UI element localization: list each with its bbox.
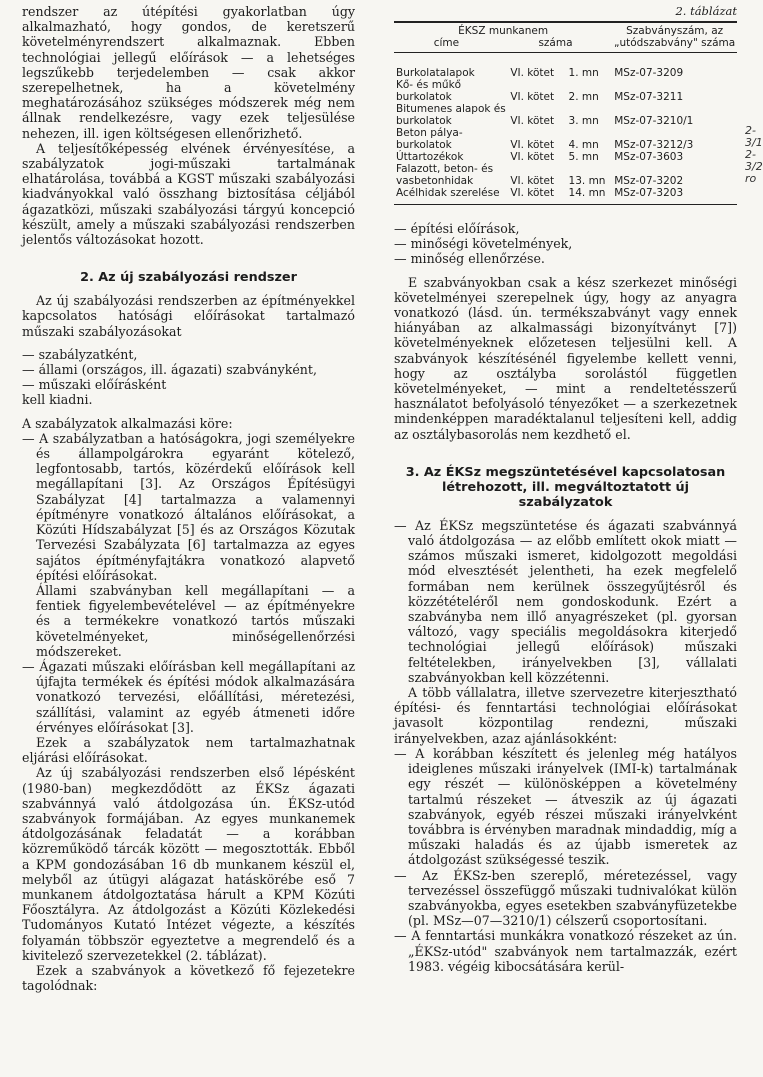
dash-item-design-standards: — Az ÉKSz-ben szereplő, méretezéssel, vagy tervezéssel összefüggő műszaki tudnivalókat külön szabványokba, egyes esetekben szabványfüzetekbe (pl. MSz—07—3210/1) célszerű csoportosítani. bbox=[394, 867, 737, 929]
paragraph-chapters: Ezek a szabványok a következő fő fejezetekre tagolódnak: bbox=[22, 962, 355, 994]
list-item: — szabályzatként, bbox=[22, 346, 138, 362]
paragraph-quality-requirements: E szabványokban csak a kész szerkezet minőségi követelményei szerepelnek úgy, hogy az anyagra vonatkozó (lásd. ún. termékszabványt vagy ennek hiányában az alkalmassági bizonyítványt [7]) követelményeknek előzetesen teljesülni kell. A szabványok készítésénél figyelembe kellett venni, hogy az osztályba sorolástól független követelményeket, — mint a rendeltetésszerű használatot befolyásoló tényezőket — a szerkezetnek mindenképpen maradéktalanul teljesíteni kell, addig az osztálybasorolás nem kezdhető el. bbox=[394, 274, 737, 442]
table-header-standard: Szabványszám, az „utódszabvány" száma bbox=[612, 22, 737, 53]
chapter-list bbox=[394, 221, 737, 267]
list-item: — állami (országos, ill. ágazati) szabványként, bbox=[22, 362, 317, 378]
table-row: Beton pálya-burkolatok VI. kötet 4. mn MSz-07-3212/3 bbox=[396, 127, 694, 151]
standards-table bbox=[394, 21, 737, 205]
table-row: Burkolatalapok VI. kötet 1. mn MSz-07-3209 bbox=[396, 67, 684, 79]
paragraph-state-standard: Állami szabványban kell megállapítani — a fentiek figyelembevételével — az építményekre és a termékekre vonatkozó tartós műszaki követelményeket, minőségellenőrzési módszereket. bbox=[36, 582, 355, 659]
list-item: — építési előírások, bbox=[394, 221, 520, 236]
dash-item-ekssz-abolition: — Az ÉKSz megszüntetése és ágazati szabvánnyá való átdolgozása — az előbb említett okok miatt — számos műszaki ismeret, kidolgozott megoldási mód elvesztését jelentheti, ha ezek megfelelő formában nem kerülnek összegyűjtésről és közzétételéről nem gondoskodunk. Ezért a szabványba nem illő anyagrészeket (pl. gyorsan változó, vagy speciális megoldásokra kiterjedő technológiai jellegű előírások) műszaki feltételekben, irányelvekben [3], vállalati szabványokban kell közzétenni. bbox=[394, 517, 737, 685]
header-number: száma bbox=[538, 37, 573, 49]
table-row: Kő- és műkő burkolatok VI. kötet 2. mn MSz-07-3211 bbox=[396, 79, 684, 103]
list-item: — műszaki előírásként bbox=[22, 377, 167, 393]
table-row: Úttartozékok VI. kötet 5. mn MSz-07-3603 bbox=[396, 151, 684, 163]
table-caption: 2. táblázat bbox=[675, 4, 737, 18]
dash-item-maintenance: — A fenntartási munkákra vonatkozó részeket az ún. „ÉKSz-utód" szabványok nem tartalmazzák, ezért 1983. végéig kibocsátására kerül- bbox=[394, 928, 737, 974]
header-title: címe bbox=[433, 37, 460, 49]
paragraph-central-regulation: A több vállalatra, illetve szervezetre kiterjesztható építési- és fenntartási technológiai előírásokat javasolt központilag rendezni, műszaki irányelvekben, azaz ajánlásokként: bbox=[394, 685, 737, 746]
paragraph-no-procedures: Ezek a szabályzatok nem tartalmazhatnak eljárási előírásokat. bbox=[22, 734, 355, 766]
paragraph-first-step: Az új szabályozási rendszerben első lépésként (1980-ban) megkezdődött az ÉKSz ágazati szabvánnyá való átdolgozása ún. ÉKSz-utód szabványok formájában. Az egyes munkanemek átdolgozásának feladatát — a korábban közreműködő tárcák között — megosztották. Ebből a KPM gondozásában 16 db munkanem készül el, melyből az útügyi alágazat hatáskörébe eső 7 munkanem átdolgoztatása hárult a KPM Közúti Főosztályra. Az átdolgozást a Közúti Közlekedési Tudományos Kutató Intézet végezte, a készítés folyamán többször egyeztetve a megrendelő és a kivitelező szervezetekkel (2. táblázat). bbox=[22, 765, 355, 963]
section-heading-2: 2. Az új szabályozási rendszer bbox=[80, 270, 297, 286]
paragraph-issue: kell kiadni. bbox=[22, 392, 93, 408]
left-column bbox=[22, 4, 355, 993]
table-row: Bitumenes alapok és burkolatok VI. kötet 3. mn MSz-07-3210/1 bbox=[396, 103, 694, 127]
dash-item-sector-rules: — Ágazati műszaki előírásban kell megállapítani az újfajta termékek és építési módok alkalmazására vonatkozó tervezési, előállítási, méretezési, szállítási, valamint az egyéb átmeneti időre érvényes előírásokat [3]. bbox=[22, 658, 355, 735]
paragraph-scope: A szabályzatok alkalmazási köre: bbox=[22, 415, 233, 431]
regulation-types-list bbox=[22, 347, 355, 393]
table-row: Falazott, beton- és vasbetonhidak VI. kötet 13. mn MSz-07-3202 bbox=[396, 163, 684, 187]
right-column bbox=[394, 4, 737, 974]
list-item: — minőségi követelmények, bbox=[394, 236, 573, 252]
dash-item-guidelines: — A korábban készített és jelenleg még hatályos ideiglenes műszaki irányelvek (IMI-k) tartalmának egy részét — különösképpen a követelmény tartalmú részeket — átveszik az új ágazati szabványok, egyéb részei műszaki irányelvként továbbra is érvényben maradnak mindaddig, míg a műszaki haladás és az újabb ismeretek az átdolgozást szükségessé teszik. bbox=[394, 745, 737, 868]
paragraph-continued: rendszer az útépítési gyakorlatban úgy alkalmazható, hogy gondos, de keretszerű követelményrendszert alkalmaznak. Ebben technológiai jellegű előírások — a lehetséges legszűkebb terjedelemben — csak akkor szerepelhetnek, ha a követelmény meghatározásához szükséges módszerek még nem állnak rendelkezésre, vagy ezek teljesülése nehezen, ill. igen költségesen ellenőrizhető. bbox=[22, 4, 355, 141]
section-heading-3: 3. Az ÉKSz megszüntetésével kapcsolatosan létrehozott, ill. megváltoztatott új szabályzatok bbox=[405, 464, 726, 510]
table-row: Acélhidak szerelése VI. kötet 14. mn MSz-07-3203 bbox=[394, 187, 737, 205]
paragraph-performance-principle: A teljesítőképesség elvének érvényesítése, a szabályzatok jogi-műszaki tartalmának elhatárolása, továbbá a KGST műszaki szabályozási kiadványokkal való összhang biztosítása céljából ágazatközi, műszaki szabályozási tárgyú koncepció készült, amely a műszaki szabályozási rendszerben jelentős változásokat hozott. bbox=[22, 140, 355, 248]
paragraph-new-system: Az új szabályozási rendszerben az építményekkel kapcsolatos hatósági előírásokat tartalmazó műszaki szabályozásokat bbox=[22, 293, 355, 339]
dash-item-regulations: — A szabályzatban a hatóságokra, jogi személyekre és állampolgárokra egyaránt kötelező, legfontosabb, tartós, közérdekű előírások kell megállapítani [3]. Az Országos Építésügyi Szabályzat [4] tartalmazza a valamennyi építményre vonatkozó általános előírásokat, a Közúti Hídszabályzat [5] és az Országos Közutak Tervezési Szabályzata [6] tartalmazza az egyes sajátos építményfajtákra vonatkozó alapvető építési előírásokat. bbox=[22, 430, 355, 583]
table-header-ekssz: ÉKSZ munkanem címe száma bbox=[394, 22, 612, 53]
handwritten-annotation: 2-3/1 2-3/2 ro bbox=[745, 124, 763, 185]
list-item: — minőség ellenőrzése. bbox=[394, 251, 545, 267]
